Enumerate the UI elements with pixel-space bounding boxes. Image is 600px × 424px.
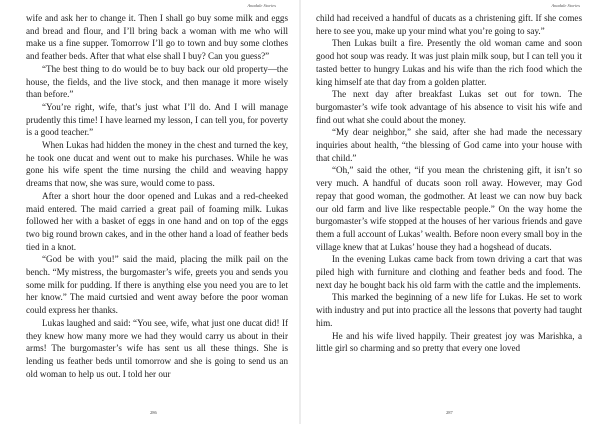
paragraph: wife and ask her to change it. Then I shall go buy some milk and eggs and bread and flour, and I’ll bring back a woman with me who will make us a fine supper. Tomorrow I’ll go to town and buy some clothes and feather beds. After that what else shall I buy? Can you guess?” bbox=[26, 13, 288, 62]
paragraph: In the evening Lukas came back from town driving a cart that was piled high with furniture and clothing and feather beds and food. The next day he bought back his old farm with the cattle and the implements. bbox=[316, 254, 582, 290]
page-number: 287 bbox=[446, 410, 453, 415]
paragraph: Lukas laughed and said: “You see, wife, what just one ducat did! If they knew how many more we had they would carry us about in their arms! The burgomaster’s wife has sent us all these things. She is lending us feather beds until tomorrow and she is going to send us an old woman to help us out. I told her our bbox=[26, 317, 288, 379]
running-head: Anadale Stories bbox=[551, 3, 580, 8]
right-page bbox=[300, 0, 600, 424]
running-head: Anadale Stories bbox=[247, 3, 276, 8]
paragraph: When Lukas had hidden the money in the chest and turned the key, he took one ducat and went out to make his purchases. While he was gone his wife spent the time nursing the child and weaving happy dreams that now, she was sure, would come to pass. bbox=[26, 140, 288, 189]
paragraph: After a short hour the door opened and Lukas and a red-cheeked maid entered. The maid carried a great pail of foaming milk. Lukas followed her with a basket of eggs in one hand and on top of the eggs two big round brown cakes, and in the other hand a load of feather beds tied in a knot. bbox=[26, 190, 288, 252]
paragraph: “The best thing to do would be to buy back our old property—the house, the fields, and the live stock, and then manage it more wisely than before.” bbox=[26, 63, 288, 100]
paragraph: He and his wife lived happily. Their greatest joy was Marishka, a little girl so charming and so pretty that every one loved bbox=[316, 330, 582, 354]
paragraph: “My dear neighbor,” she said, after she had made the necessary inquiries about health, “the blessing of God came into your house with that child.” bbox=[316, 127, 582, 163]
page-number: 286 bbox=[150, 410, 157, 415]
page-text bbox=[26, 12, 288, 380]
paragraph: “Oh,” said the other, “if you mean the christening gift, it isn’t so very much. A handful of ducats soon roll away. However, may God repay that good woman, the godmother. At least we can now buy back our old farm and live like respectable people.” On the way home the burgomaster’s wife stopped at the houses of her various friends and gave them a full account of Lukas’ wealth. Before noon every small boy in the village knew that at Lukas’ house they had a hogshead of ducats. bbox=[316, 165, 582, 252]
paragraph: The next day after breakfast Lukas set out for town. The burgomaster’s wife took advantage of his absence to visit his wife and find out what she could about the money. bbox=[316, 89, 582, 125]
paragraph: “God be with you!” said the maid, placing the milk pail on the bench. “My mistress, the burgomaster’s wife, greets you and sends you some milk for pudding. If there is anything else you need you are to let her know.” The maid curtsied and went away before the poor woman could express her thanks. bbox=[26, 254, 288, 316]
page-text bbox=[316, 12, 582, 355]
paragraph: This marked the beginning of a new life for Lukas. He set to work with industry and put into practice all the lessons that poverty had taught him. bbox=[316, 292, 582, 328]
paragraph: child had received a handful of ducats as a christening gift. If she comes here to see you, make up your mind what you’re going to say.” bbox=[316, 13, 582, 36]
paragraph: “You’re right, wife, that’s just what I’ll do. And I will manage prudently this time! I have learned my lesson, I can tell you, for poverty is a good teacher.” bbox=[26, 101, 288, 138]
paragraph: Then Lukas built a fire. Presently the old woman came and soon good hot soup was ready. It was just plain milk soup, but I can tell you it tasted better to hungry Lukas and his wife than the rich food which the king himself ate that day from a golden platter. bbox=[316, 38, 582, 87]
